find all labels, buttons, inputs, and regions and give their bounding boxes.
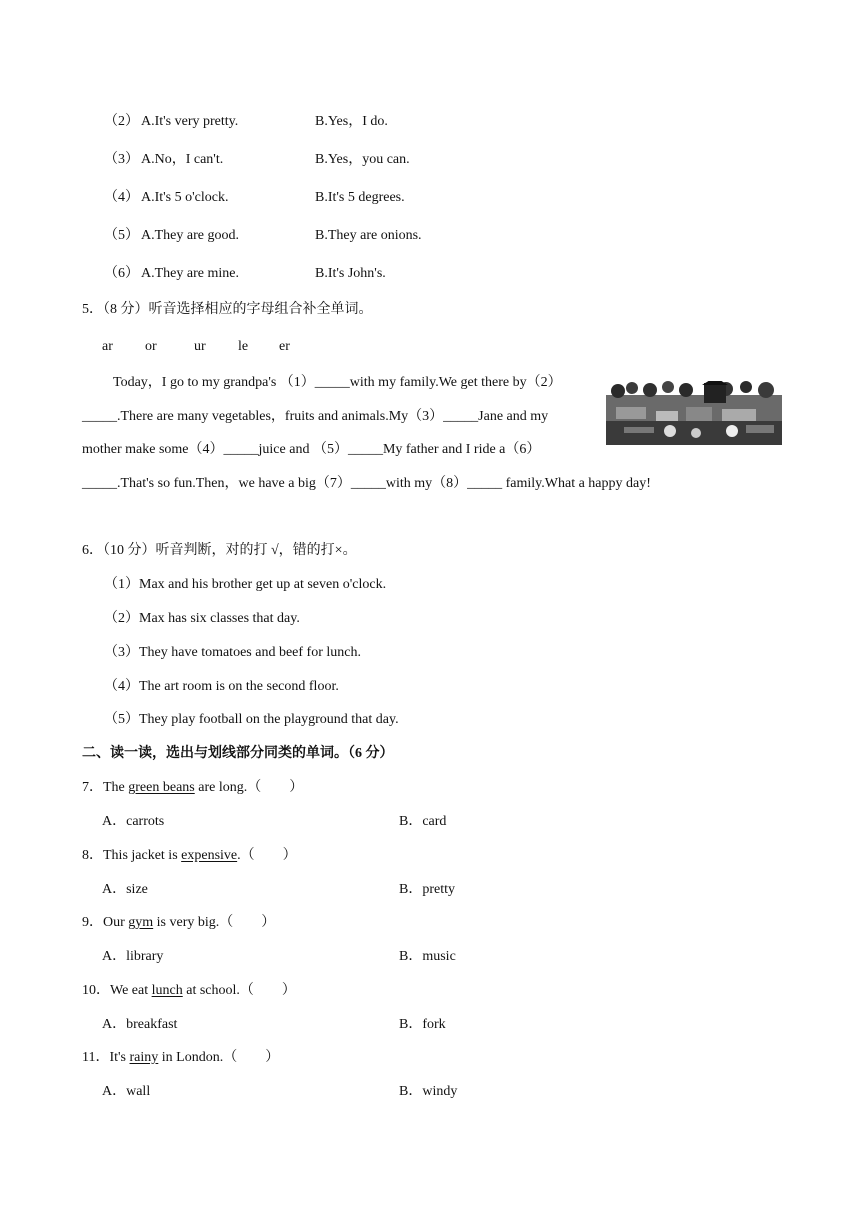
q4-option-b: B.Yes，you can.: [315, 152, 410, 167]
stem-text: 10．We eat: [82, 983, 152, 998]
q4-option-a: A.It's very pretty.: [141, 114, 239, 129]
question-stem: [82, 847, 297, 865]
option-b: B．fork: [399, 1017, 446, 1032]
q4-item-number: （5）: [104, 228, 139, 243]
question-stem: [82, 914, 275, 932]
q4-option-b: B.It's John's.: [315, 266, 386, 281]
stem-text: 8．This jacket is: [82, 848, 182, 863]
q4-option-a: A.They are mine.: [141, 266, 239, 281]
q4-item-number: （2）: [104, 114, 139, 129]
letter-option: or: [145, 339, 157, 354]
stem-text: at school.（ ）: [182, 983, 296, 998]
passage-line: Today，I go to my grandpa's （1）_____with my family.We get there by（2）: [113, 375, 562, 390]
section-heading: 二、读一读，选出与划线部分同类的单词。（6 分）: [82, 746, 394, 761]
q4-item-number: （4）: [104, 190, 139, 205]
farm-scene-image: [606, 381, 782, 445]
underlined-word: green beans: [128, 780, 195, 795]
q6-heading: 6．（10 分）听音判断，对的打 √，错的打×。: [82, 543, 357, 558]
stem-text: in London.（ ）: [158, 1050, 280, 1065]
option-b: B．music: [399, 949, 456, 964]
option-a: A．size: [102, 882, 148, 897]
passage-line: _____.That's so fun.Then，we have a big（7）_____with my（8）_____ family.What a happy day!: [82, 476, 651, 491]
q4-option-b: B.They are onions.: [315, 228, 422, 243]
underlined-word: lunch: [151, 983, 183, 998]
option-a: A．library: [102, 949, 164, 964]
q6-statement: （3）They have tomatoes and beef for lunch.: [104, 645, 361, 660]
underlined-word: gym: [128, 915, 154, 930]
q6-statement: （4）The art room is on the second floor.: [104, 679, 339, 694]
option-a: A．wall: [102, 1084, 151, 1099]
option-a: A．carrots: [102, 814, 165, 829]
option-b: B．pretty: [399, 882, 455, 897]
q5-heading: 5．（8 分）听音选择相应的字母组合补全单词。: [82, 302, 373, 317]
q6-statement: （1）Max and his brother get up at seven o'clock.: [104, 577, 387, 592]
letter-option: ar: [102, 339, 113, 354]
letter-option: er: [279, 339, 290, 354]
q4-option-a: A.No，I can't.: [141, 152, 224, 167]
q4-option-b: B.Yes，I do.: [315, 114, 388, 129]
stem-text: 9．Our: [82, 915, 129, 930]
q4-option-a: A.It's 5 o'clock.: [141, 190, 229, 205]
q6-statement: （5）They play football on the playground that day.: [104, 712, 399, 727]
option-a: A．breakfast: [102, 1017, 178, 1032]
q4-item-number: （6）: [104, 266, 139, 281]
underlined-word: expensive: [181, 848, 238, 863]
question-stem: [82, 779, 303, 797]
q4-item-number: （3）: [104, 152, 139, 167]
option-b: B．card: [399, 814, 447, 829]
q4-option-b: B.It's 5 degrees.: [315, 190, 405, 205]
stem-text: are long.（ ）: [194, 780, 304, 795]
passage-line: _____.There are many vegetables，fruits and animals.My（3）_____Jane and my: [82, 409, 549, 424]
q6-statement: （2）Max has six classes that day.: [104, 611, 300, 626]
letter-option: le: [238, 339, 249, 354]
stem-text: 11．It's: [82, 1050, 130, 1065]
stem-text: is very big.（ ）: [153, 915, 276, 930]
stem-text: .（ ）: [237, 848, 297, 863]
underlined-word: rainy: [129, 1050, 159, 1065]
q4-option-a: A.They are good.: [141, 228, 239, 243]
question-stem: [82, 1049, 279, 1067]
letter-option: ur: [194, 339, 206, 354]
option-b: B．windy: [399, 1084, 458, 1099]
question-stem: [82, 982, 296, 1000]
passage-line: mother make some（4）_____juice and （5）_____My father and I ride a（6）: [82, 442, 541, 457]
stem-text: 7．The: [82, 780, 129, 795]
